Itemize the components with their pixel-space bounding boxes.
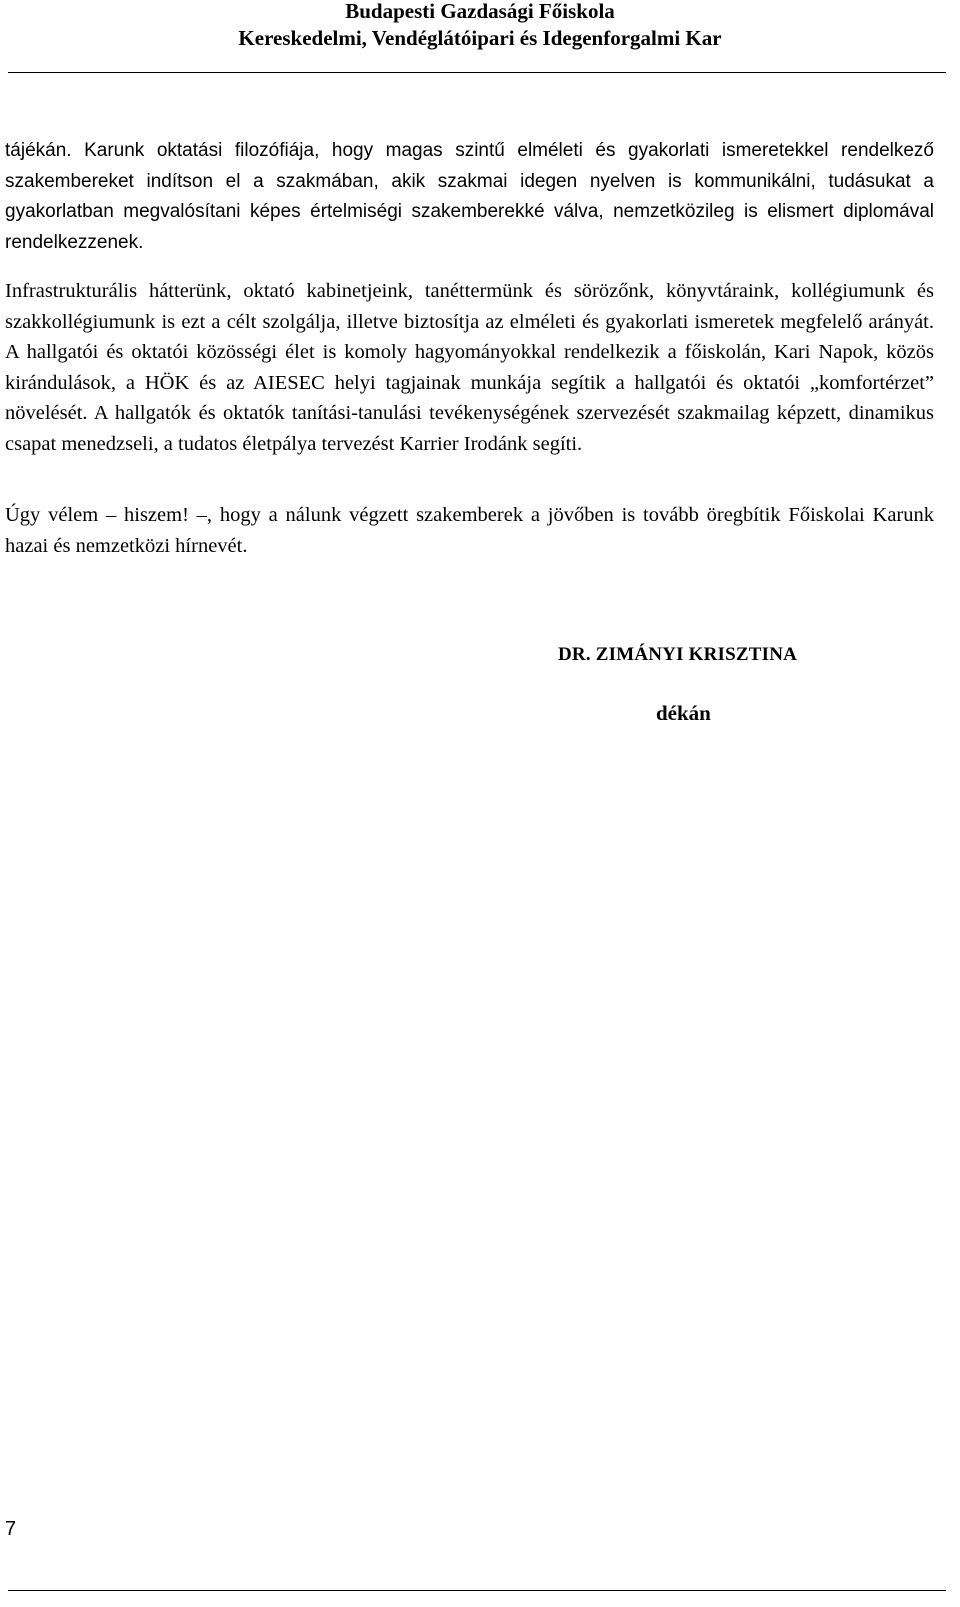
paragraph-text: Infrastrukturális hátterünk, oktató kabinetjeink, tanéttermünk és sörözőnk, könyvtáraink, kollégiumunk és szakkollégiumunk is ezt a célt szolgálja, illetve biztosítja az elméleti és gyakorlati ismeretek megfelelő arányát. A hallgatói és oktatói közösségi élet is komoly hagyományokkal rendelkezik a főiskolán, Kari Napok, közös kirándulások, a HÖK és az AIESEC helyi tagjainak munkája segítik a hallgatói és oktatói „komfortérzet” növelését. A hallgatók és oktatók tanítási-tanulási tevékenységének szervezését szakmailag képzett, dinamikus csapat menedzseli, a tudatos életpálya tervezést Karrier Irodánk segíti. xyxy=(5,280,934,455)
header-faculty: Kereskedelmi, Vendéglátóipari és Idegenforgalmi Kar xyxy=(238,26,722,50)
paragraph-1 xyxy=(5,136,934,258)
signature-name: DR. ZIMÁNYI KRISZTINA xyxy=(558,644,798,665)
header-institution: Budapesti Gazdasági Főiskola xyxy=(345,0,615,23)
header-rule xyxy=(8,72,946,73)
footer-rule xyxy=(8,1590,946,1591)
signature-title: dékán xyxy=(656,701,711,725)
paragraph-2 xyxy=(5,276,934,459)
paragraph-3 xyxy=(5,500,934,561)
paragraph-text: tájékán. Karunk oktatási filozófiája, hogy magas szintű elméleti és gyakorlati ismeretekkel rendelkező szakembereket indítson el a szakmában, akik szakmai idegen nyelven is kommunikálni, tudásukat a gyakorlatban megvalósítani képes értelmiségi szakemberekké válva, nemzetközileg is elismert diplomával rendelkezzenek. xyxy=(5,140,934,253)
paragraph-text: Úgy vélem – hiszem! –, hogy a nálunk végzett szakemberek a jövőben is tovább öregbítik Főiskolai Karunk hazai és nemzetközi hírnevét. xyxy=(5,504,934,557)
page-number: 7 xyxy=(5,1518,17,1540)
